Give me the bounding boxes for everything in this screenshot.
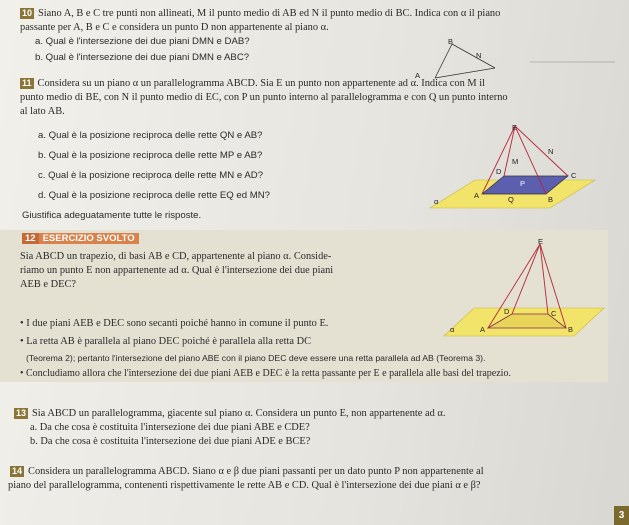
ex10-line1: 10 Siano A, B e C tre punti non allineati, M il punto medio di AB ed N il punto medio di BC. Indica con α il piano [22,8,501,19]
ex14-line2: piano del parallelogramma, contenenti rispettivamente le rette AB e CD. Qual è l'intersezione dei due piani α e β? [8,480,481,491]
fig11-label-m: M [512,157,519,166]
fig12-label-c: C [551,309,557,318]
ex12-bullet2: • La retta AB è parallela al piano DEC poiché è parallela alla retta DC [20,336,311,347]
fig11-label-e: E [512,123,518,132]
fig11-label-a: A [474,191,480,200]
ex12-line3: AEB e DEC? [20,279,76,290]
ex13-line1: 13 Sia ABCD un parallelogramma, giacente sul piano α. Considera un punto E, non appartenente ad α. [16,408,446,419]
ex12-figure [440,236,608,340]
fig11-label-d: D [496,167,502,176]
ex12-line2: riamo un punto E non appartenente ad α. Qual è l'intersezione dei due piani [20,265,334,276]
ex11-figure [420,122,610,214]
fig11-label-b: B [548,195,554,204]
fig10-label-n: N [476,51,482,60]
ex11-question-a: a. Qual è la posizione reciproca delle rette QN e AB? [38,130,263,141]
ex12-line1: Sia ABCD un trapezio, di basi AB e CD, appartenente al piano α. Conside- [20,251,332,262]
fig12-label-a: A [480,325,486,334]
fig12-label-b: B [568,325,574,334]
page-number: 3 [614,506,629,525]
ex11-question-b: b. Qual è la posizione reciproca delle rette MP e AB? [38,150,263,161]
ex12-bullet2-cont: (Teorema 2); pertanto l'intersezione del piano ABE con il piano DEC deve essere una retta parallela ad AB (Teorema 3). [26,353,486,363]
ex13-question-a: a. Da che cosa è costituita l'intersezione dei due piani ABE e CDE? [30,422,310,433]
ex12-bullet3: • Concludiamo allora che l'intersezione dei due piani AEB e DEC è la retta passante per E e parallela alle basi del trapezio. [20,368,511,379]
fig10-label-b: B [448,38,454,46]
ex11-note: Giustifica adeguatamente tutte le risposte. [22,210,202,221]
ex11-question-c: c. Qual è la posizione reciproca delle rette MN e AD? [38,170,264,181]
ex11-question-d: d. Qual è la posizione reciproca delle rette EQ ed MN? [38,190,270,201]
fig11-label-c: C [571,171,577,180]
ex14-line1: 14 Considera un parallelogramma ABCD. Siano α e β due piani passanti per un dato punto P non appartenente al [12,466,484,477]
ex12-number: 12 [22,233,39,244]
fig11-label-q: Q [508,195,514,204]
ex11-number: 11 [22,78,32,88]
fig12-label-d: D [504,307,510,316]
ex13-number: 13 [16,408,27,418]
fig12-label-e: E [538,237,544,246]
fig12-label-alpha: α [450,325,455,334]
ex11-line3: al lato AB. [20,106,65,117]
ex12-header [22,233,139,246]
ex10-question-a: a. Qual è l'intersezione dei due piani DMN e DAB? [35,36,250,47]
ex10-question-b: b. Qual è l'intersezione dei due piani DMN e ABC? [35,52,250,63]
ex14-number: 14 [12,466,23,476]
ex11-line1: 11 Considera su un piano α un parallelogramma ABCD. Sia E un punto non appartenente ad α. Indica con M il [22,78,486,89]
fig11-label-p: P [520,179,526,188]
fig11-label-n: N [548,147,554,156]
ex10-number: 10 [22,8,33,18]
ex13-question-b: b. Da che cosa è costituita l'intersezione dei due piani ADE e BCE? [30,436,311,447]
ex10-line2: passante per A, B e C e considera un punto D non appartenente al piano α. [20,22,329,33]
ex12-bullet1: • I due piani AEB e DEC sono secanti poiché hanno in comune il punto E. [20,318,329,329]
ex11-line2: punto medio di BE, con N il punto medio di EC, con P un punto interno al parallelogramma e con Q un punto interno [20,92,508,103]
ex12-label: ESERCIZIO SVOLTO [39,233,139,244]
fig11-label-alpha: α [434,197,439,206]
fig10-label-a: A [415,71,421,80]
